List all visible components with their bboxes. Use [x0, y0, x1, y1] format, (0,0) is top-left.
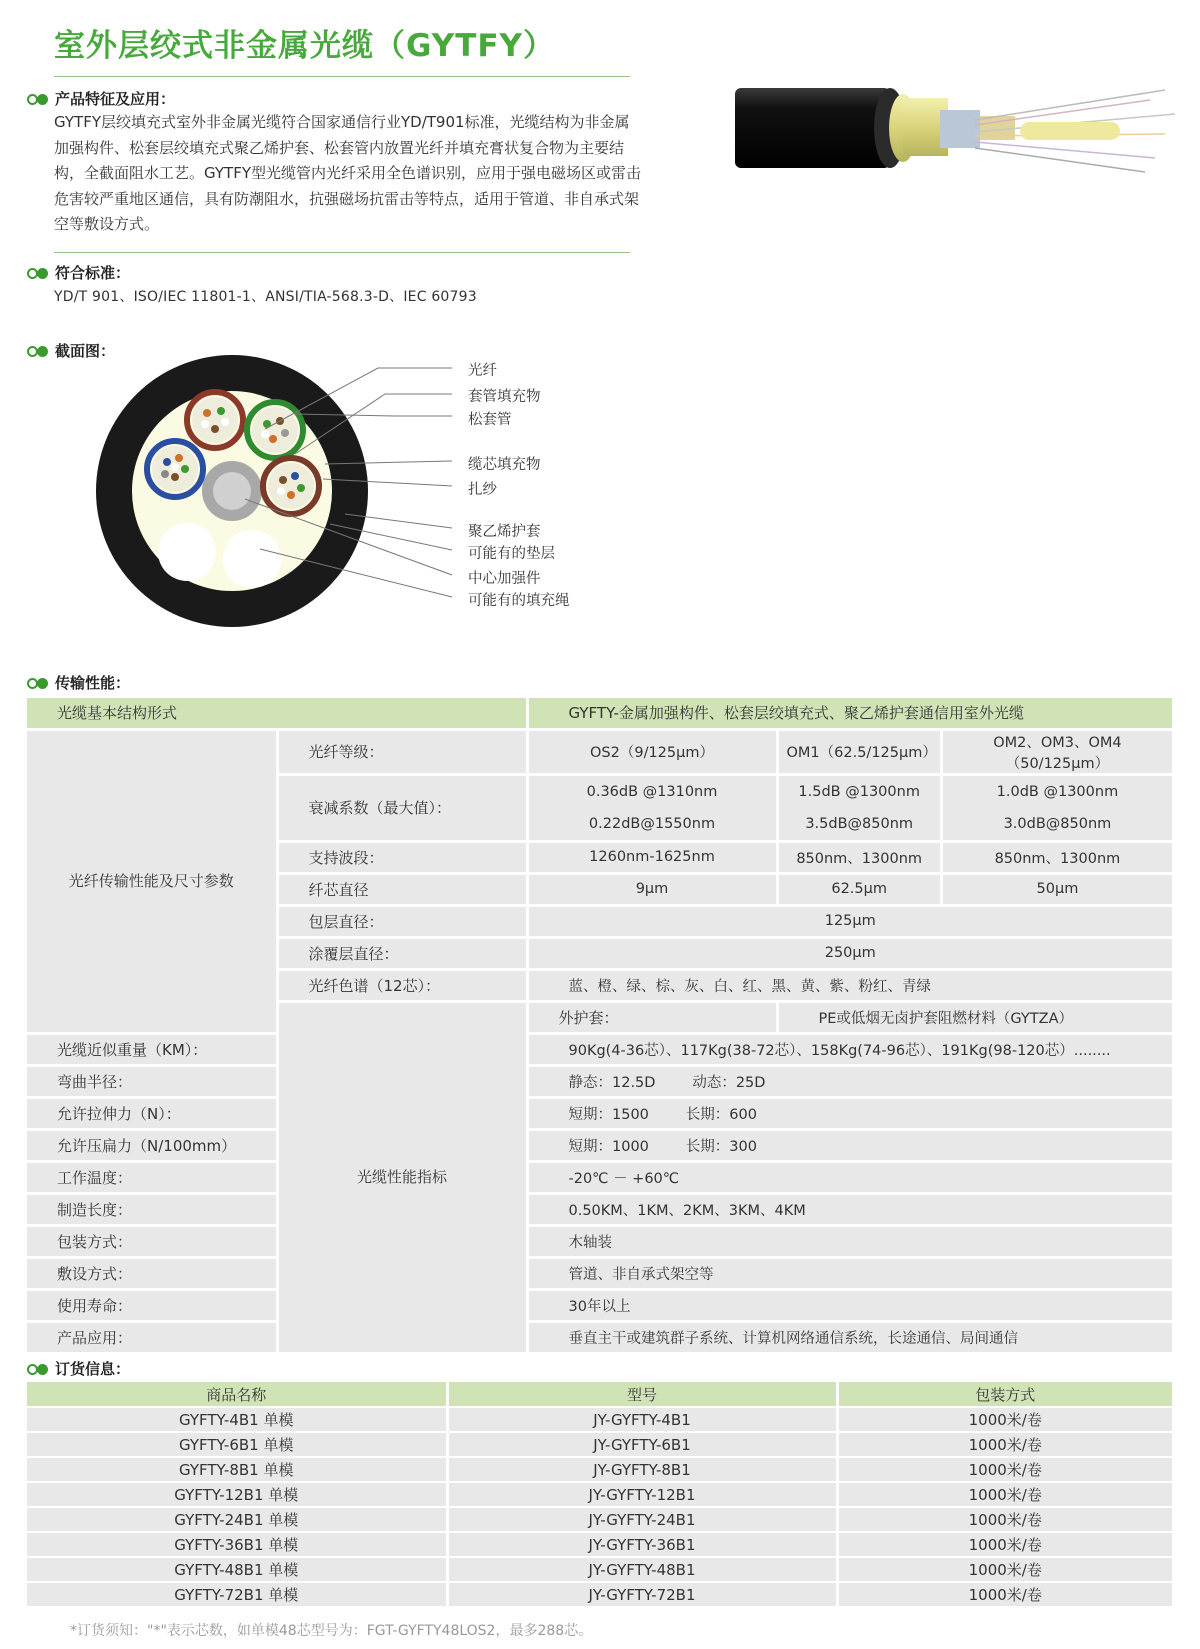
row-label: 允许拉伸力（N）：	[27, 1097, 277, 1129]
group-label: 光缆性能指标	[277, 1001, 527, 1353]
table-cell: GYFTY-12B1 单模	[27, 1482, 447, 1507]
table-row	[27, 729, 1174, 774]
table-row	[27, 1457, 1174, 1482]
table-cell	[941, 774, 1173, 841]
legend-label: 缆芯填充物	[468, 457, 541, 473]
table-row	[27, 1507, 1174, 1532]
table-row	[27, 1097, 1174, 1129]
cell-line: 3.0dB@850nm	[1003, 815, 1112, 832]
row-label: 支持波段：	[277, 841, 527, 873]
legend-label: 松套管	[468, 412, 512, 428]
table-cell: 62.5μm	[777, 873, 941, 905]
cell-line: 3.5dB@850nm	[805, 815, 914, 832]
table-cell: OM2、OM3、OM4（50/125μm）	[941, 729, 1173, 774]
section-standards	[27, 262, 130, 283]
table-cell: 50μm	[941, 873, 1173, 905]
row-label: 光缆近似重量（KM）：	[27, 1033, 277, 1065]
legend-label: 可能有的垫层	[468, 546, 555, 562]
table-row	[27, 1407, 1174, 1432]
table-row	[27, 1065, 1174, 1097]
row-label: 外护套：	[527, 1001, 777, 1033]
row-label: 纤芯直径	[277, 873, 527, 905]
table-cell: PE或低烟无卤护套阻燃材料（GYTZA）	[777, 1001, 1174, 1033]
table-row	[27, 1582, 1174, 1607]
table-cell: GYFTY-24B1 单模	[27, 1507, 447, 1532]
legend-label: 光纤	[468, 363, 497, 379]
bullet-icon	[27, 267, 51, 279]
table-cell: 蓝、橙、绿、棕、灰、白、红、黑、黄、紫、粉红、青绿	[527, 969, 1174, 1001]
legend-label: 中心加强件	[468, 571, 541, 587]
table-cell: 短期：1000 长期：300	[527, 1129, 1174, 1161]
table-cell: 1000米/卷	[837, 1507, 1174, 1532]
row-label: 光纤等级：	[277, 729, 527, 774]
legend-label: 扎纱	[468, 482, 497, 498]
section-label: 产品特征及应用：	[55, 90, 176, 108]
table-cell: JY-GYFTY-8B1	[447, 1457, 837, 1482]
section-transmission	[27, 672, 130, 693]
table-cell: 125μm	[527, 905, 1174, 937]
group-label: 光纤传输性能及尺寸参数	[27, 729, 277, 1033]
table-cell: 850nm、1300nm	[941, 841, 1173, 873]
table-cell: JY-GYFTY-72B1	[447, 1582, 837, 1607]
table-header-value: GYFTY-金属加强构件、松套层绞填充式、聚乙烯护套通信用室外光缆	[527, 698, 1174, 729]
bullet-icon	[27, 1363, 51, 1375]
table-cell: GYFTY-48B1 单模	[27, 1557, 447, 1582]
table-cell: 静态：12.5D 动态：25D	[527, 1065, 1174, 1097]
table-cell: 管道、非自承式架空等	[527, 1257, 1174, 1289]
table-row	[27, 1161, 1174, 1193]
section-label: 订货信息：	[55, 1360, 131, 1378]
table-cell: GYFTY-8B1 单模	[27, 1457, 447, 1482]
table-header-label: 光缆基本结构形式	[27, 698, 527, 729]
description: GYTFY层绞填充式室外非金属光缆符合国家通信行业YD/T901标准，光缆结构为非金属加强构件、松套层绞填充式聚乙烯护套、松套管内放置光纤并填充膏状复合物为主要结构，全截面阻水工艺。GYTFY型光缆管内光纤采用全色谱识别，应用于强电磁场区或雷击危害较严重地区通信，具有防潮阻水，抗强磁场抗雷击等特点，适用于管道、非自承式架空等敷设方式。	[54, 113, 641, 234]
table-row	[27, 1289, 1174, 1321]
table-header-row	[27, 1382, 1174, 1407]
table-cell: GYFTY-4B1 单模	[27, 1407, 447, 1432]
table-row	[27, 1257, 1174, 1289]
table-row	[27, 1532, 1174, 1557]
table-cell: GYFTY-72B1 单模	[27, 1582, 447, 1607]
order-table	[27, 1382, 1175, 1608]
section-label: 传输性能：	[55, 674, 131, 692]
table-cell: 30年以上	[527, 1289, 1174, 1321]
column-header: 商品名称	[27, 1382, 447, 1407]
table-row	[27, 1225, 1174, 1257]
table-cell: -20℃ － +60℃	[527, 1161, 1174, 1193]
row-label: 制造长度：	[27, 1193, 277, 1225]
row-label: 使用寿命：	[27, 1289, 277, 1321]
row-label: 涂覆层直径：	[277, 937, 527, 969]
table-cell: JY-GYFTY-24B1	[447, 1507, 837, 1532]
cell-line: 0.22dB@1550nm	[588, 815, 716, 832]
row-label: 产品应用：	[27, 1321, 277, 1353]
table-cell	[527, 774, 777, 841]
table-cell: OM1（62.5/125μm）	[777, 729, 941, 774]
table-row	[27, 1129, 1174, 1161]
table-cell: 1000米/卷	[837, 1557, 1174, 1582]
row-label: 包层直径：	[277, 905, 527, 937]
table-row	[27, 1193, 1174, 1225]
table-cell: OS2（9/125μm）	[527, 729, 777, 774]
table-row	[27, 1557, 1174, 1582]
standards-text: YD/T 901、ISO/IEC 11801-1、ANSI/TIA-568.3-D、IEC 60793	[54, 289, 477, 305]
table-cell: JY-GYFTY-6B1	[447, 1432, 837, 1457]
divider	[54, 76, 630, 77]
table-cell: 1000米/卷	[837, 1407, 1174, 1432]
table-row	[27, 1432, 1174, 1457]
table-row	[27, 1482, 1174, 1507]
table-cell: JY-GYFTY-36B1	[447, 1532, 837, 1557]
table-cell: GYFTY-36B1 单模	[27, 1532, 447, 1557]
page-title: 室外层绞式非金属光缆（GYTFY）	[54, 28, 555, 64]
bullet-icon	[27, 93, 51, 105]
table-cell: 木轴装	[527, 1225, 1174, 1257]
row-label: 包装方式：	[27, 1225, 277, 1257]
table-cell: 1000米/卷	[837, 1582, 1174, 1607]
performance-table	[27, 698, 1175, 1355]
section-label: 符合标准：	[55, 264, 131, 282]
bullet-icon	[27, 677, 51, 689]
table-cell: 9μm	[527, 873, 777, 905]
table-cell: 1000米/卷	[837, 1482, 1174, 1507]
table-cell: JY-GYFTY-4B1	[447, 1407, 837, 1432]
column-header: 型号	[447, 1382, 837, 1407]
section-label: 截面图：	[55, 342, 116, 360]
cell-line: 0.36dB @1310nm	[586, 783, 718, 800]
divider	[54, 252, 630, 253]
column-header: 包装方式	[837, 1382, 1174, 1407]
section-features	[27, 88, 175, 109]
section-ordering	[27, 1358, 130, 1379]
table-cell: JY-GYFTY-12B1	[447, 1482, 837, 1507]
table-cell	[777, 774, 941, 841]
table-cell: JY-GYFTY-48B1	[447, 1557, 837, 1582]
cable-photo	[735, 70, 1175, 180]
table-cell: 1000米/卷	[837, 1532, 1174, 1557]
cell-line: 1.5dB @1300nm	[798, 783, 920, 800]
row-label: 弯曲半径：	[27, 1065, 277, 1097]
table-cell: 850nm、1300nm	[777, 841, 941, 873]
table-row	[27, 698, 1174, 729]
table-cell: 1260nm-1625nm	[527, 841, 777, 873]
table-row	[27, 1033, 1174, 1065]
row-label: 光纤色谱（12芯）：	[277, 969, 527, 1001]
legend-label: 聚乙烯护套	[468, 524, 541, 540]
table-cell: 90Kg(4-36芯）、117Kg(38-72芯）、158Kg(74-96芯）、191Kg(98-120芯）........	[527, 1033, 1174, 1065]
table-cell: GYFTY-6B1 单模	[27, 1432, 447, 1457]
table-cell: 1000米/卷	[837, 1457, 1174, 1482]
table-row	[27, 1321, 1174, 1353]
table-cell: 0.50KM、1KM、2KM、3KM、4KM	[527, 1193, 1174, 1225]
order-note: *订货须知："*"表示芯数，如单模48芯型号为：FGT-GYFTY48LOS2，最多288芯。	[70, 1623, 593, 1639]
row-label: 敷设方式：	[27, 1257, 277, 1289]
table-cell: 1000米/卷	[837, 1432, 1174, 1457]
row-label: 允许压扁力（N/100mm）	[27, 1129, 277, 1161]
cell-line: 1.0dB @1300nm	[996, 783, 1119, 800]
row-label: 衰减系数（最大值）：	[277, 774, 527, 841]
table-cell: 垂直主干或建筑群子系统、计算机网络通信系统，长途通信、局间通信	[527, 1321, 1174, 1353]
table-cell: 250μm	[527, 937, 1174, 969]
bullet-icon	[27, 345, 51, 357]
row-label: 工作温度：	[27, 1161, 277, 1193]
legend-label: 套管填充物	[468, 389, 541, 405]
table-cell: 短期：1500 长期：600	[527, 1097, 1174, 1129]
legend-label: 可能有的填充绳	[468, 593, 570, 609]
